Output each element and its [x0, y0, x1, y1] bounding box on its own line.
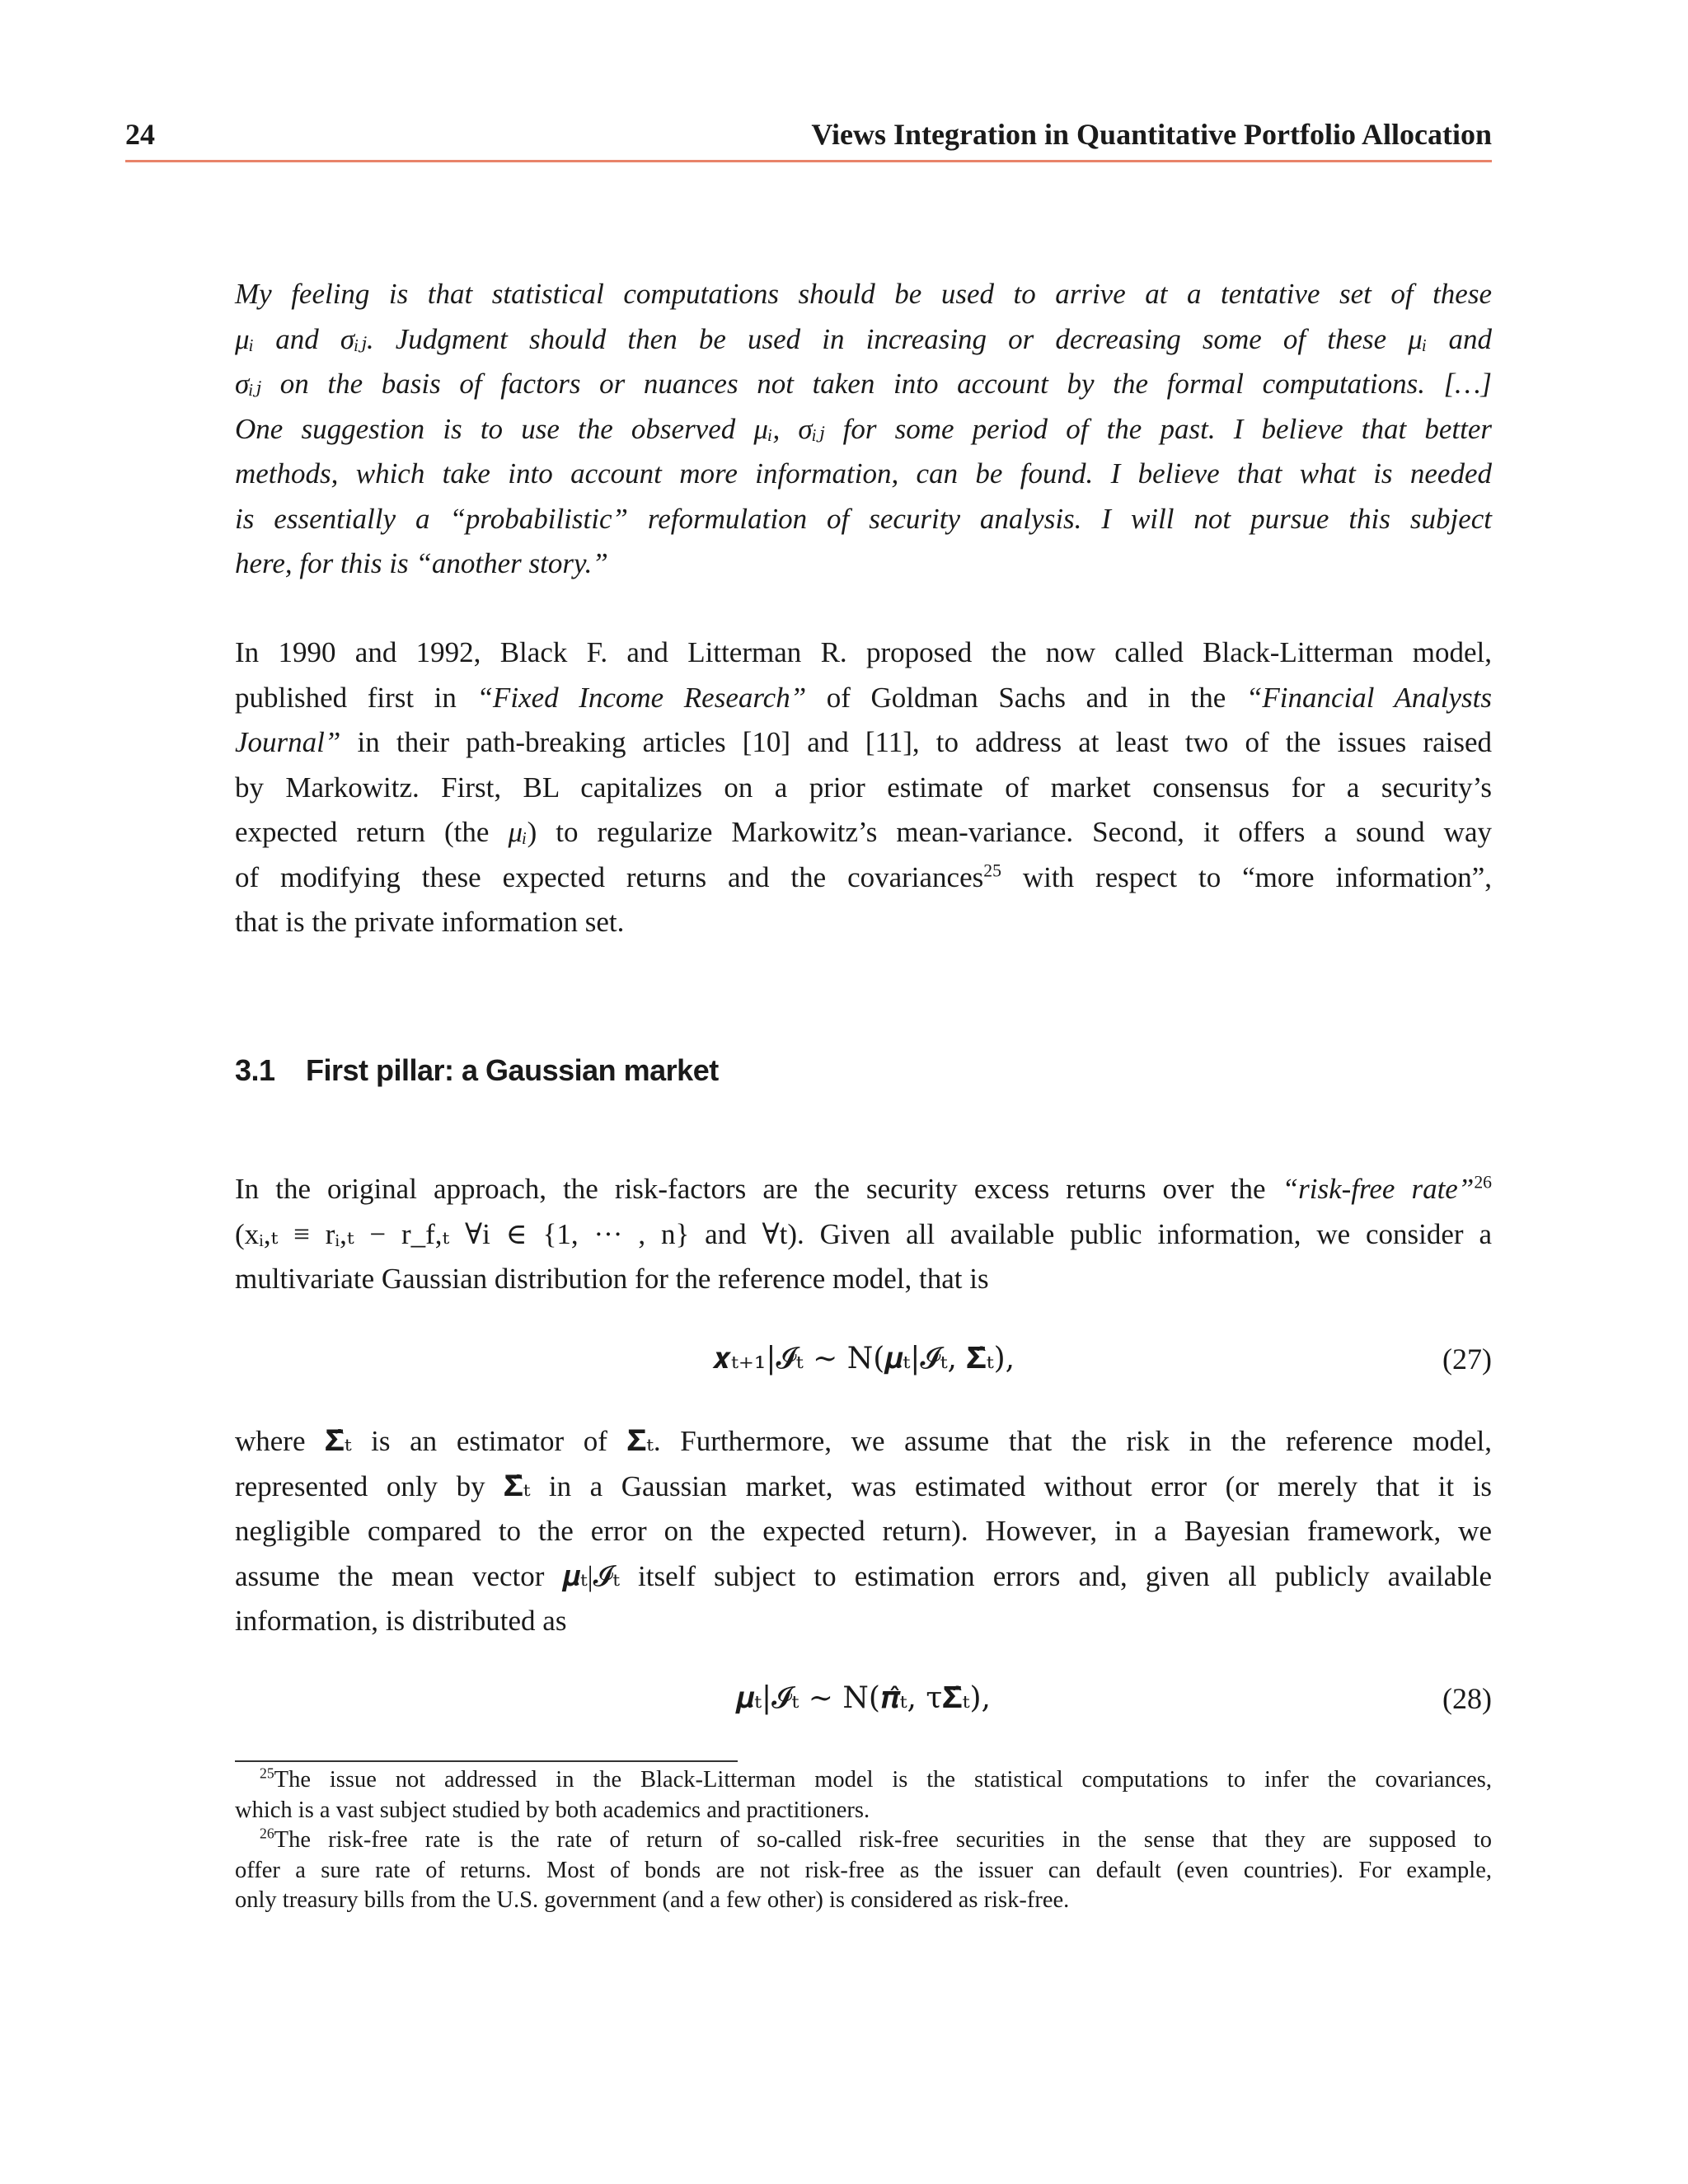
footnote-ref-25[interactable]: 25 [983, 860, 1001, 880]
footnote-26: $^{26}$The risk-free rate is the rate of return of so-called risk-free securities in the sense that they are supposed to [260, 1825, 1492, 1853]
paragraph-line: of modifying these expected returns and the covariances$^{25}$ with respect to “more information”, [235, 860, 1493, 893]
equation-formula: 𝒙ₜ₊₁|𝓘ₜ ∼ N(𝝁ₜ|𝓘ₜ, 𝚺̂ₜ), [711, 1342, 1015, 1376]
markowitz-quote [235, 272, 1492, 587]
paragraph-estimator [235, 1419, 1492, 1644]
paragraph-line: where 𝚺̂ₜ is an estimator of 𝚺ₜ. Furthermore, we assume that the risk in the reference model, [235, 1425, 1492, 1457]
paragraph-line: negligible compared to the error on the expected return). However, in a Bayesian framework, we [235, 1515, 1492, 1547]
equation-number: (27) [1442, 1343, 1492, 1376]
paragraph-line: information, is distributed as [235, 1605, 567, 1637]
section-number: 3.1 [235, 1053, 275, 1087]
equation-28 [235, 1681, 1492, 1731]
footnote-26-cont: only treasury bills from the U.S. government (and a few other) is considered as risk-free. [235, 1887, 1070, 1913]
paragraph-line: by Markowitz. First, BL capitalizes on a prior estimate of market consensus for a security’s [235, 771, 1492, 804]
page-number: 24 [125, 118, 155, 151]
paragraph-line: that is the private information set. [235, 906, 625, 938]
footnote-25: $^{25}$The issue not addressed in the Black-Litterman model is the statistical computations to infer the covariances, [260, 1765, 1492, 1793]
paragraph-black-litterman [235, 630, 1492, 945]
footnote-25-cont: which is a vast subject studied by both academics and practitioners. [235, 1797, 870, 1823]
section-heading [235, 1053, 719, 1088]
quote-line: μᵢ and σᵢⱼ. Judgment should then be used in increasing or decreasing some of these μᵢ and [235, 322, 1492, 355]
paragraph-original-approach [235, 1167, 1492, 1302]
equation-formula: 𝝁ₜ|𝓘ₜ ∼ N(𝝅̂ₜ, τ𝚺̂ₜ), [736, 1681, 991, 1715]
footnote-divider [235, 1760, 738, 1762]
equation-27 [235, 1342, 1492, 1391]
paragraph-line: (xᵢ,ₜ ≡ rᵢ,ₜ − r_f,ₜ ∀i ∈ {1, ··· , n} and ∀t). Given all available public information, we consider a [235, 1217, 1492, 1250]
section-title: First pillar: a Gaussian market [306, 1053, 719, 1087]
quote-line: methods, which take into account more information, can be found. I believe that what is needed [235, 457, 1492, 490]
paragraph-line: assume the mean vector 𝝁ₜ|𝓘ₜ itself subject to estimation errors and, given all publicly available [235, 1559, 1492, 1592]
paragraph-line: Journal” in their path-breaking articles [10] and [11], to address at least two of the issues raised [235, 726, 1492, 758]
paragraph-line: In the original approach, the risk-factors are the security excess returns over the “risk-free rate”$^{26}$ [235, 1172, 1492, 1205]
running-title: Views Integration in Quantitative Portfolio Allocation [811, 118, 1492, 151]
paragraph-line: represented only by 𝚺̂ₜ in a Gaussian market, was estimated without error (or merely that it is [235, 1469, 1492, 1502]
quote-line: My feeling is that statistical computations should be used to arrive at a tentative set of these [235, 278, 1492, 310]
footnote-ref-26[interactable]: 26 [1474, 1172, 1492, 1193]
equation-number: (28) [1442, 1682, 1492, 1715]
footnotes [235, 1765, 1492, 1916]
quote-line: σᵢⱼ on the basis of factors or nuances not taken into account by the formal computations. […] [235, 368, 1492, 400]
footnote-26-cont: offer a sure rate of returns. Most of bonds are not risk-free as the issuer can default (even countries). For example, [235, 1857, 1492, 1883]
paragraph-line: In 1990 and 1992, Black F. and Litterman R. proposed the now called Black-Litterman model, [235, 636, 1492, 668]
quote-line: is essentially a “probabilistic” reformulation of security analysis. I will not pursue this subject [235, 502, 1492, 535]
quote-line: One suggestion is to use the observed μᵢ, σᵢⱼ for some period of the past. I believe that better [235, 412, 1492, 445]
paragraph-line: expected return (the μᵢ) to regularize Markowitz’s mean-variance. Second, it offers a sound way [235, 816, 1492, 848]
quote-line: here, for this is “another story.” [235, 547, 608, 579]
page-header [125, 114, 1492, 162]
paragraph-line: multivariate Gaussian distribution for the reference model, that is [235, 1263, 989, 1295]
paragraph-line: published first in “Fixed Income Research” of Goldman Sachs and in the “Financial Analysts [235, 681, 1492, 714]
